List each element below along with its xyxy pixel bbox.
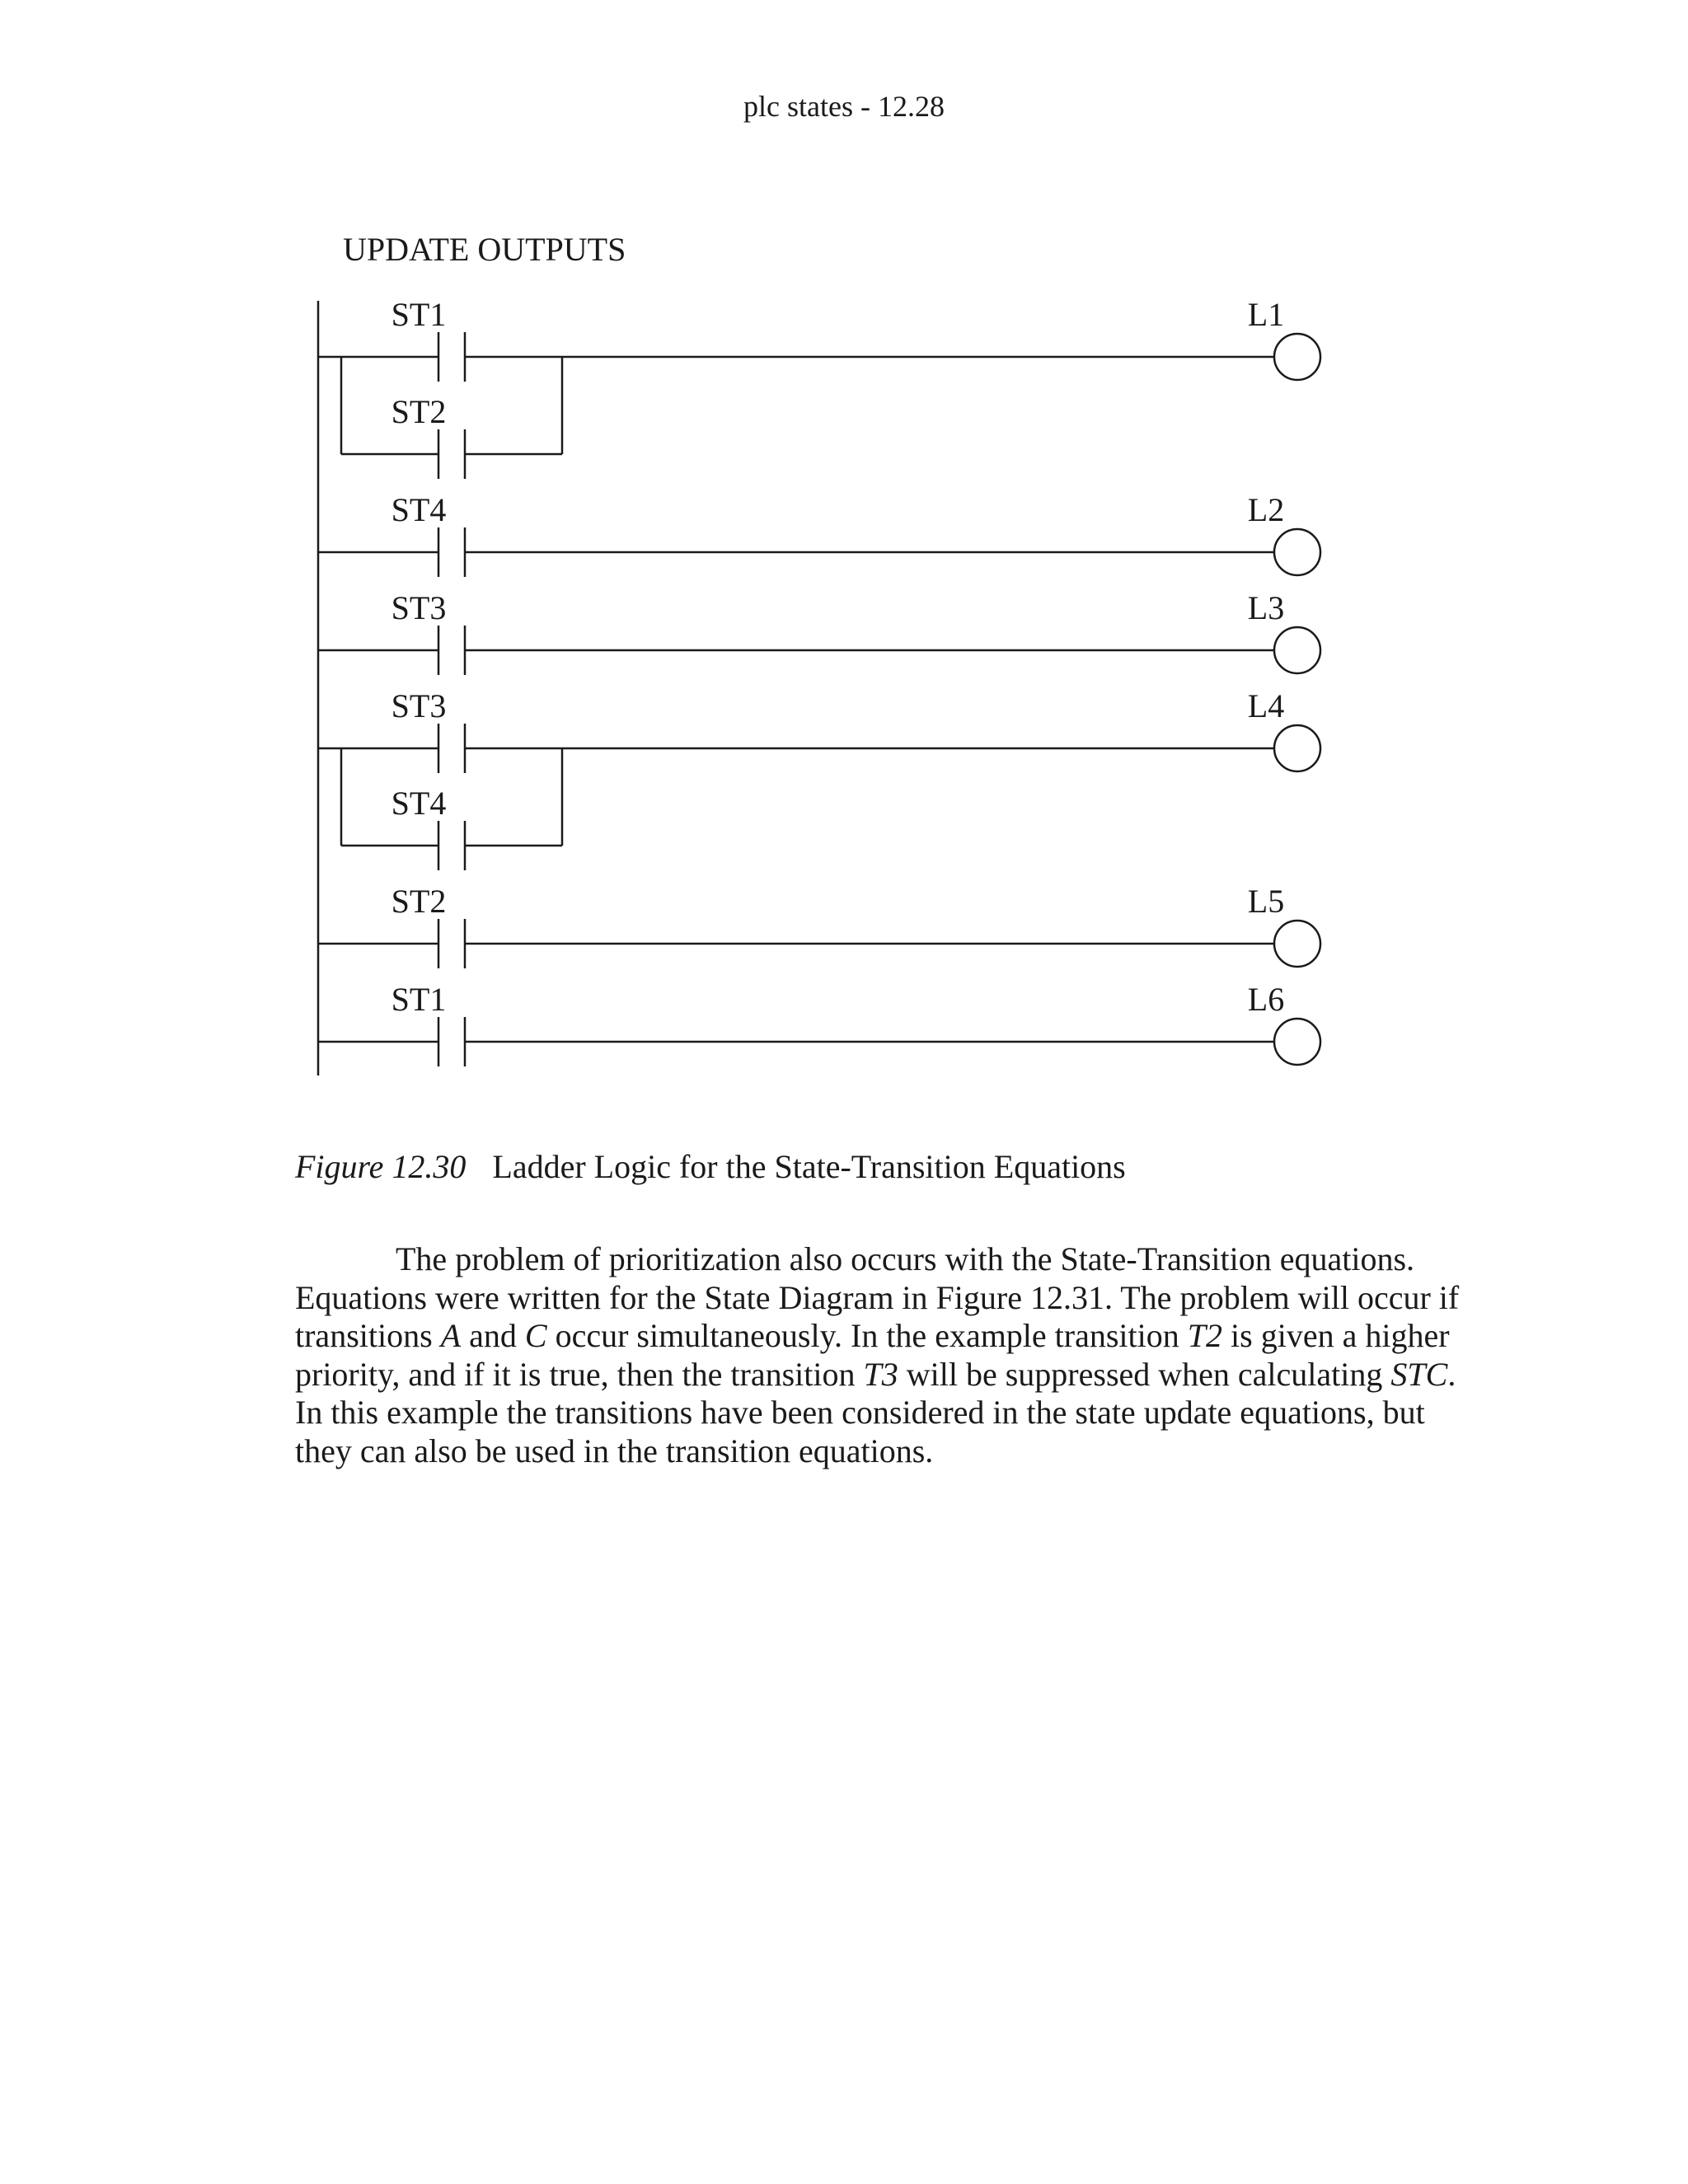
contact-label-st2: ST2 <box>391 393 447 430</box>
rung-2 <box>318 491 1320 577</box>
paragraph-text: occur simultaneously. In the example transition <box>546 1317 1188 1354</box>
rung-6 <box>318 981 1320 1066</box>
coil-l3 <box>1274 627 1320 673</box>
paragraph-text: The problem of prioritization also occurs with the State-Transition equations. Equations were written for the State Diagram in Figure 12.31. The problem will occur if transitions <box>295 1240 1460 1354</box>
rung-5 <box>318 883 1320 968</box>
rung-1 <box>318 296 1320 479</box>
contact-label-st1: ST1 <box>391 981 447 1018</box>
coil-label-l1: L1 <box>1247 296 1285 333</box>
page-running-header: plc states - 12.28 <box>743 90 945 123</box>
variable-c: C <box>524 1317 547 1354</box>
rung-4 <box>318 687 1320 870</box>
contact-label-st3: ST3 <box>391 687 447 724</box>
variable-t2: T2 <box>1187 1317 1223 1354</box>
coil-l4 <box>1274 725 1320 771</box>
paragraph-text: and <box>461 1317 525 1354</box>
coil-l2 <box>1274 529 1320 575</box>
coil-l5 <box>1274 921 1320 967</box>
coil-l6 <box>1274 1019 1320 1065</box>
contact-label-st2: ST2 <box>391 883 447 920</box>
variable-stc: STC <box>1390 1355 1448 1393</box>
contact-label-st4: ST4 <box>391 491 447 528</box>
paragraph-text: will be suppressed when calculating <box>898 1355 1391 1393</box>
coil-label-l5: L5 <box>1247 883 1285 920</box>
figure-number: Figure 12.30 <box>295 1148 467 1185</box>
coil-label-l4: L4 <box>1247 687 1285 724</box>
figure-caption <box>295 1147 1126 1186</box>
section-label: UPDATE OUTPUTS <box>343 231 626 268</box>
body-paragraph <box>295 1240 1482 1470</box>
contact-label-st1: ST1 <box>391 296 447 333</box>
variable-t3: T3 <box>863 1355 898 1393</box>
contact-label-st3: ST3 <box>391 589 447 626</box>
rung-3 <box>318 589 1320 675</box>
figure-caption-text: Ladder Logic for the State-Transition Equations <box>492 1148 1126 1185</box>
coil-label-l3: L3 <box>1247 589 1285 626</box>
contact-label-st4: ST4 <box>391 785 447 822</box>
paragraph-text: is given a higher priority, and if it is true, then the transition <box>295 1317 1450 1393</box>
coil-label-l6: L6 <box>1247 981 1285 1018</box>
coil-l1 <box>1274 334 1320 380</box>
coil-label-l2: L2 <box>1247 491 1285 528</box>
paragraph-text: . In this example the transitions have been considered in the state update equations, but they can also be used in the transition equations. <box>295 1355 1456 1469</box>
variable-a: A <box>440 1317 462 1354</box>
